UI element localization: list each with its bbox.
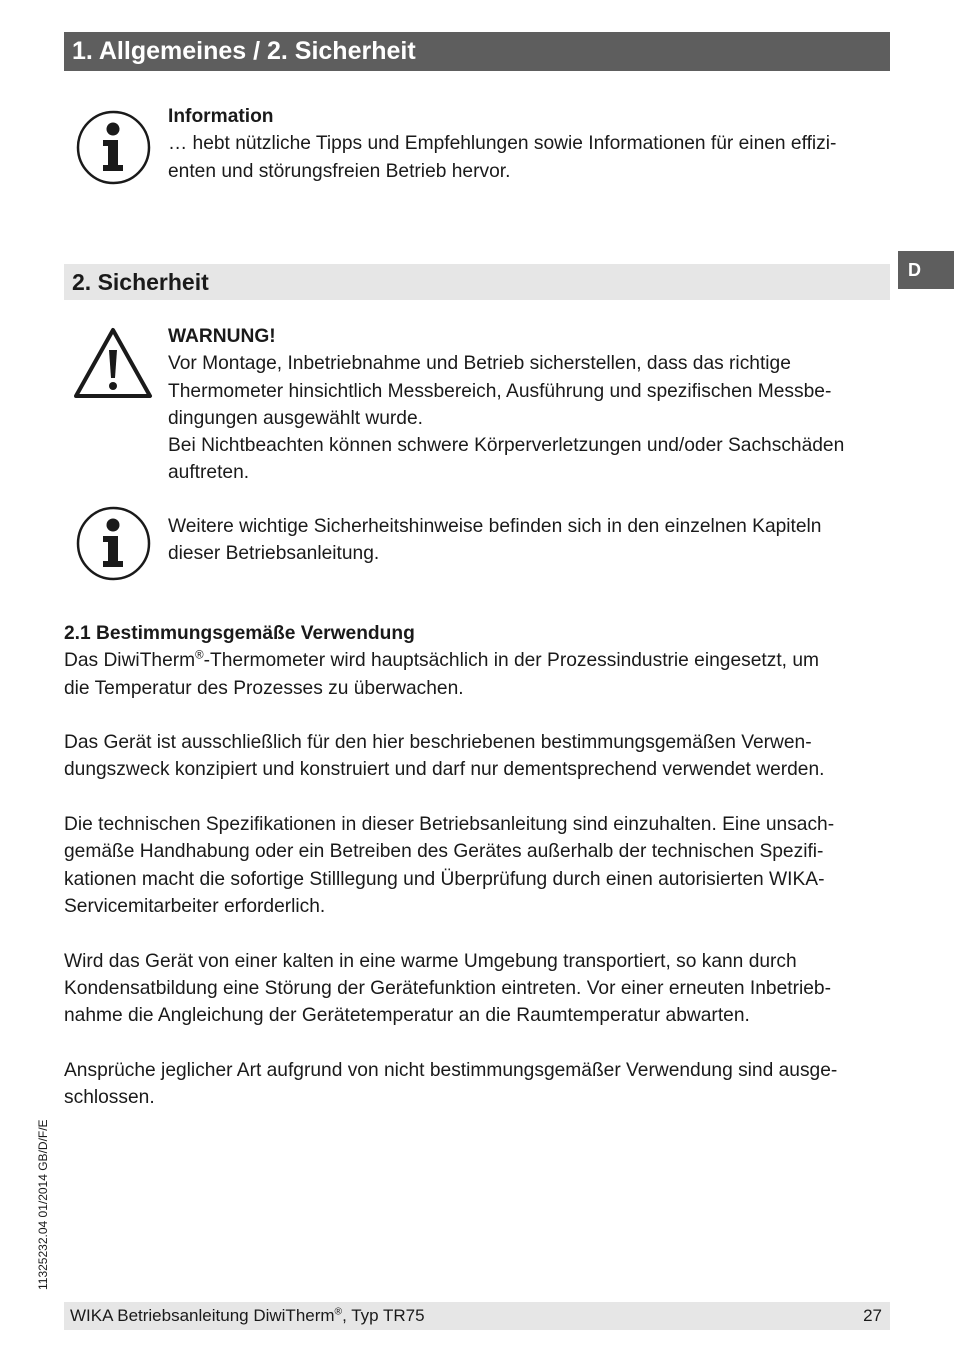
paragraph-line: die Temperatur des Prozesses zu überwachen. bbox=[64, 677, 464, 699]
subsection-title: 2.1 Bestimmungsgemäße Verwendung bbox=[64, 623, 415, 644]
paragraph-3 bbox=[64, 811, 894, 920]
language-tab: D bbox=[898, 251, 954, 289]
warning-icon bbox=[72, 326, 154, 400]
info-text-line: Weitere wichtige Sicherheitshinweise befinden sich in den einzelnen Kapiteln bbox=[168, 516, 822, 537]
paragraph-line: dungszweck konzipiert und konstruiert und darf nur dementsprechend verwendet werden. bbox=[64, 759, 825, 781]
product-name: Das DiwiTherm bbox=[64, 650, 196, 672]
info-text-line: enten und störungsfreien Betrieb hervor. bbox=[168, 160, 511, 182]
section-title: 2. Sicherheit bbox=[64, 264, 890, 300]
paragraph-5 bbox=[64, 1057, 894, 1112]
warning-text-line: auftreten. bbox=[168, 462, 250, 484]
footer bbox=[64, 1302, 890, 1330]
paragraph-line: nahme die Angleichung der Gerätetemperatur an die Raumtemperatur abwarten. bbox=[64, 1005, 750, 1027]
warning-title: WARNUNG! bbox=[168, 326, 276, 347]
paragraph-line: Kondensatbildung eine Störung der Gerätefunktion eintreten. Vor einer erneuten Inbetrieb- bbox=[64, 977, 831, 999]
paragraph-line: Die technischen Spezifikationen in dieser Betriebsanleitung sind einzuhalten. Eine unsach- bbox=[64, 814, 835, 836]
paragraph-line: Ansprüche jeglicher Art aufgrund von nicht bestimmungsgemäßer Verwendung sind ausge- bbox=[64, 1059, 838, 1081]
paragraph-4 bbox=[64, 948, 894, 1030]
info-text-line: … hebt nützliche Tipps und Empfehlungen sowie Informationen für einen effizi- bbox=[168, 133, 837, 155]
paragraph-1 bbox=[64, 647, 894, 702]
paragraph-line: Das Gerät ist ausschließlich für den hier beschriebenen bestimmungsgemäßen Verwen- bbox=[64, 732, 812, 754]
footer-type-text: , Typ TR75 bbox=[342, 1306, 425, 1325]
paragraph-2 bbox=[64, 729, 894, 784]
paragraph-line: kationen macht die sofortige Stilllegung und Überprüfung durch einen autorisierten WIKA- bbox=[64, 868, 825, 890]
page-number: 27 bbox=[863, 1306, 882, 1325]
info-text-line: dieser Betriebsanleitung. bbox=[168, 543, 380, 565]
warning-text-line: Bei Nichtbeachten können schwere Körperverletzungen und/oder Sachschäden bbox=[168, 435, 845, 457]
page-title: 1. Allgemeines / 2. Sicherheit bbox=[64, 32, 890, 71]
info-title: Information bbox=[168, 106, 274, 127]
warning-text-line: dingungen ausgewählt wurde. bbox=[168, 407, 423, 429]
paragraph-line: -Thermometer wird hauptsächlich in der Prozessindustrie eingesetzt, um bbox=[203, 650, 819, 672]
paragraph-line: Wird das Gerät von einer kalten in eine warme Umgebung transportiert, so kann durch bbox=[64, 950, 797, 972]
warning-text-line: Vor Montage, Inbetriebnahme und Betrieb sicherstellen, dass das richtige bbox=[168, 353, 791, 375]
paragraph-line: schlossen. bbox=[64, 1087, 155, 1109]
warning-text-line: Thermometer hinsichtlich Messbereich, Ausführung und spezifischen Messbe- bbox=[168, 380, 832, 402]
info-icon bbox=[76, 110, 151, 185]
info-icon bbox=[76, 506, 151, 581]
footer-document-title bbox=[70, 1302, 425, 1330]
registered-mark: ® bbox=[334, 1306, 343, 1318]
footer-title-text: WIKA Betriebsanleitung DiwiTherm bbox=[70, 1306, 335, 1325]
document-code: 11325232.04 01/2014 GB/D/F/E bbox=[36, 1119, 50, 1290]
paragraph-line: Servicemitarbeiter erforderlich. bbox=[64, 895, 326, 917]
paragraph-line: gemäße Handhabung oder ein Betreiben des Gerätes außerhalb der technischen Spezifi- bbox=[64, 841, 824, 863]
registered-mark: ® bbox=[195, 649, 204, 662]
